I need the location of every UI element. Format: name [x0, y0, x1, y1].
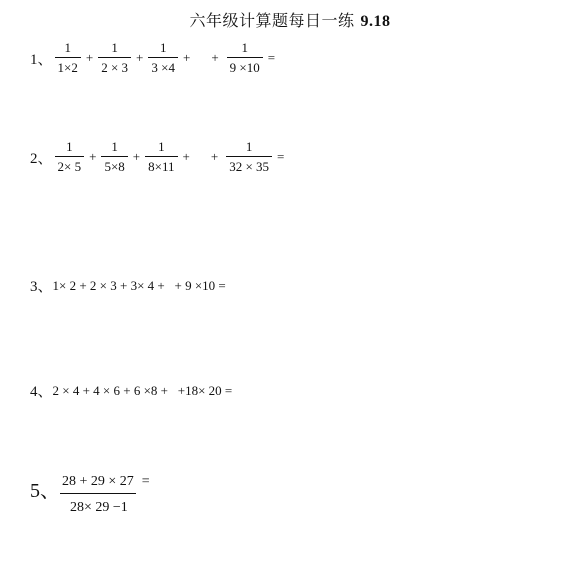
problem-5-number: 5、 [30, 480, 60, 502]
problem-2 [30, 139, 287, 175]
equals-sign: = [267, 50, 276, 65]
problem-1-expression [53, 40, 279, 76]
numerator: 1 [245, 139, 253, 154]
problem-1 [30, 40, 278, 76]
problem-4-expression: 2 × 4 + 4 × 6 + 6 ×8 + +18× 20 = [52, 382, 233, 398]
numerator: 28 + 29 × 27 [60, 474, 136, 494]
title-date: 9.18 [360, 13, 391, 30]
problem-2-number: 2、 [30, 150, 53, 167]
denominator: 2 × 3 [98, 57, 131, 76]
plus-sign: + [132, 149, 141, 164]
denominator: 1×2 [55, 57, 81, 76]
numerator: 1 [241, 40, 248, 55]
equals-sign: = [141, 474, 150, 489]
denominator: 32 × 35 [226, 156, 272, 175]
problem-3 [30, 275, 226, 296]
problem-4 [30, 380, 232, 401]
fraction [145, 139, 177, 175]
numerator: 1 [66, 139, 73, 154]
problem-2-expression [53, 139, 288, 175]
fraction [227, 40, 263, 76]
fraction [101, 139, 127, 175]
title-text: 六年级计算题每日一练 [189, 13, 355, 30]
fraction [226, 139, 272, 175]
problem-3-number: 3、 [30, 279, 53, 295]
problem-5 [30, 474, 150, 516]
problem-4-number: 4、 [30, 384, 53, 400]
numerator: 1 [111, 139, 118, 154]
fraction [60, 474, 138, 516]
numerator: 1 [158, 139, 165, 154]
denominator: 8×11 [145, 156, 177, 175]
fraction [55, 139, 85, 175]
plus-sign: + [210, 149, 219, 164]
denominator: 2× 5 [55, 156, 85, 175]
worksheet-title [0, 8, 580, 31]
numerator: 1 [159, 40, 167, 55]
plus-sign: + [182, 149, 190, 164]
problem-3-expression: 1× 2 + 2 × 3 + 3× 4 + + 9 ×10 = [52, 277, 226, 293]
fraction [148, 40, 178, 76]
denominator: 5×8 [101, 156, 127, 175]
problem-1-number: 1、 [30, 51, 53, 68]
equals-sign: = [277, 149, 285, 164]
denominator: 28× 29 −1 [70, 500, 128, 515]
plus-sign: + [182, 50, 191, 65]
numerator: 1 [64, 40, 71, 55]
fraction [98, 40, 131, 76]
fraction [55, 40, 81, 76]
denominator: 3 ×4 [148, 57, 178, 76]
numerator: 1 [111, 40, 118, 55]
denominator: 9 ×10 [227, 57, 263, 76]
plus-sign: + [89, 149, 97, 164]
plus-sign: + [211, 50, 219, 65]
plus-sign: + [136, 50, 144, 65]
plus-sign: + [85, 50, 94, 65]
